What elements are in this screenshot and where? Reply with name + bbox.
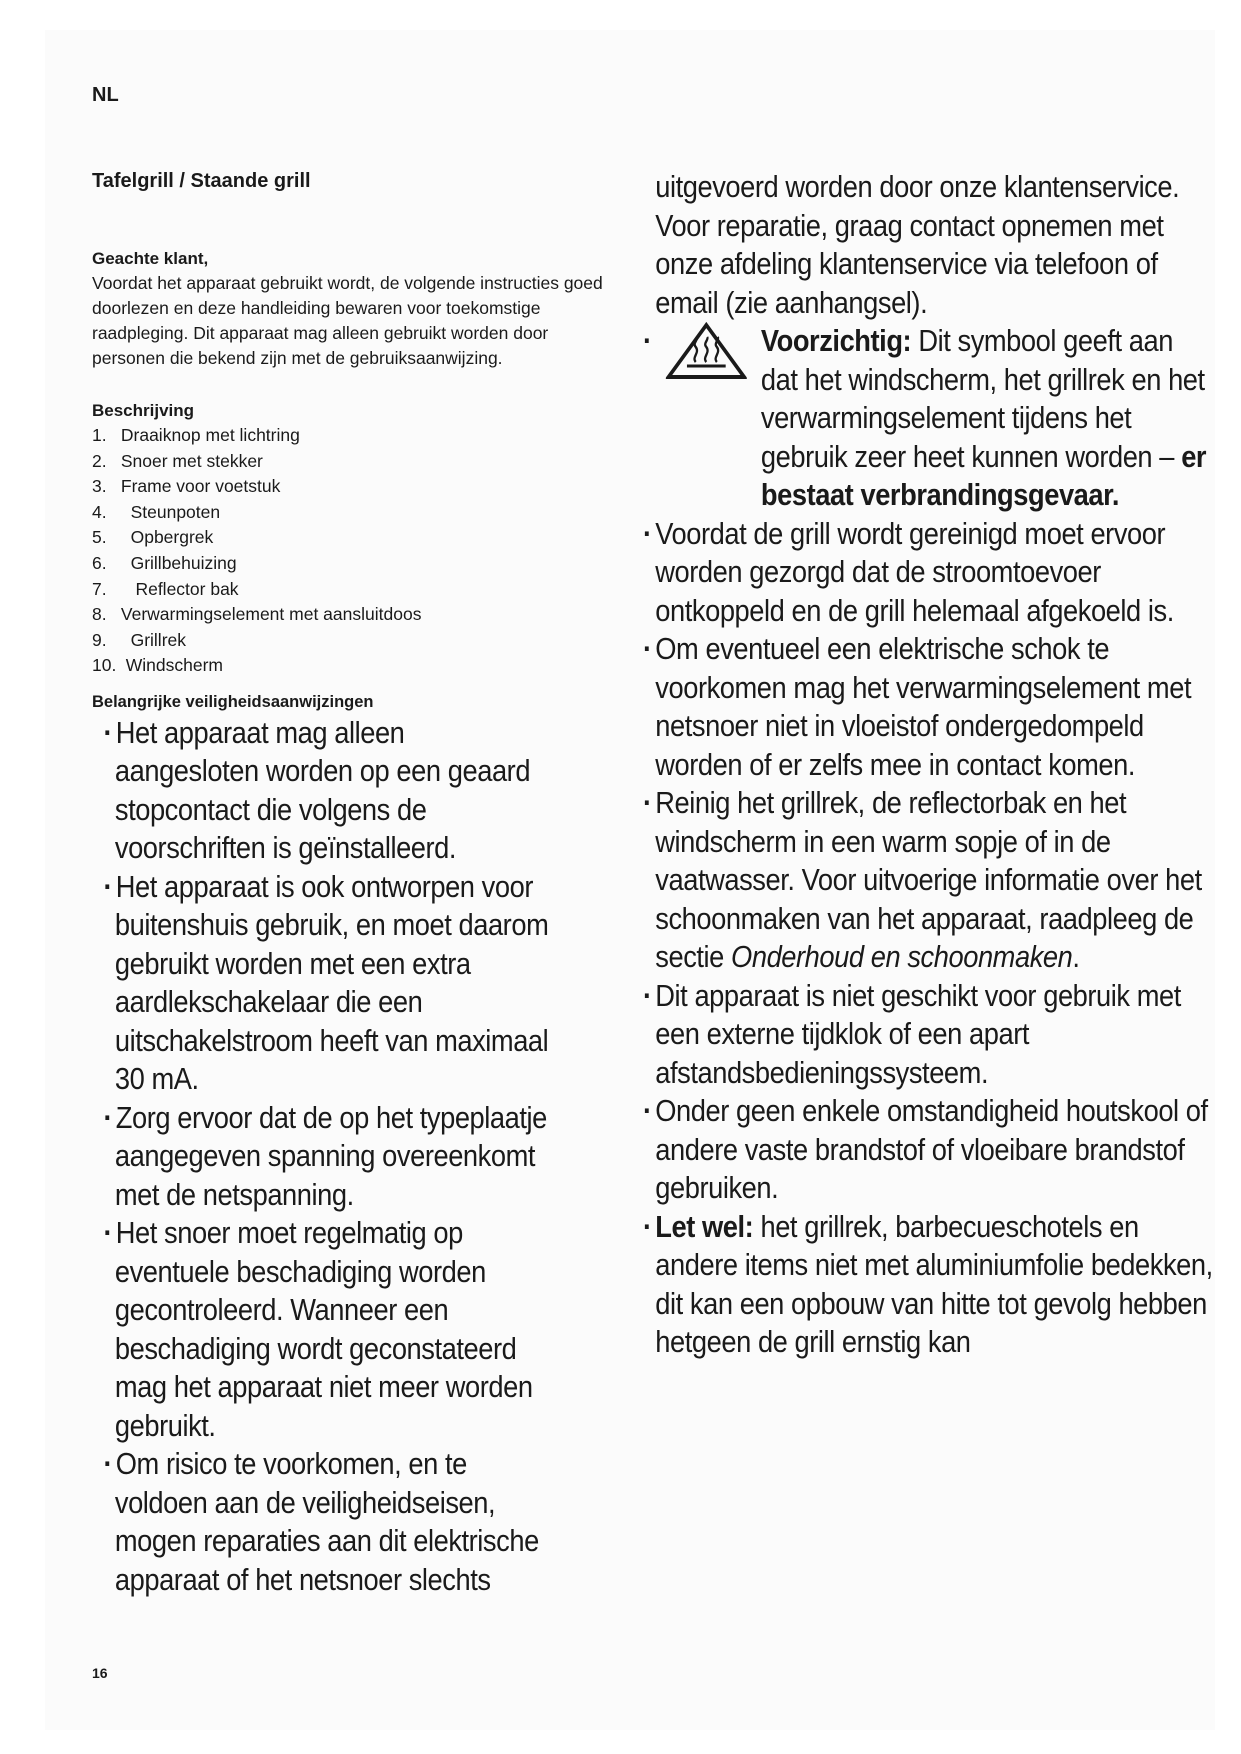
- bullet-dot: ·: [103, 868, 113, 904]
- list-item: 7. Reflector bak: [92, 578, 239, 599]
- bullet-dot: ·: [103, 1215, 113, 1251]
- safety-list-left: [92, 714, 550, 1600]
- description-list: [92, 423, 612, 679]
- safety-item: · Reinig het grillrek, de reflectorbak en het windscherm in een warm sopje of in de vaatwasser. Voor uitvoerige informatie over het schoonmaken van het apparaat, raadpleeg de sectie Onderhoud en schoonmaken.: [642, 785, 1202, 974]
- safety-item: · Het snoer moet regelmatig op eventuele beschadiging worden gecontroleerd. Wanneer een beschadiging wordt geconstateerd mag het apparaat niet meer worden gebruikt.: [103, 1215, 533, 1443]
- language-code: NL: [92, 84, 119, 106]
- safety-item: · Het apparaat mag alleen aangesloten worden op een geaard stopcontact die volgens de voorschriften is geïnstalleerd.: [103, 714, 531, 866]
- caution-label: Voorzichtig:: [760, 323, 912, 358]
- intro-paragraph: Voordat het apparaat gebruikt wordt, de volgende instructies goed doorlezen en deze handleiding bewaren voor toekomstige raadpleging. Dit apparaat mag alleen gebruikt worden door personen die bekend zijn met de gebruiksaanwijzing.: [92, 273, 603, 368]
- safety-item: · Om risico te voorkomen, en te voldoen aan de veiligheidseisen, mogen reparaties aan dit elektrische apparaat of het netsnoer slechts: [103, 1446, 539, 1597]
- safety-item-continuation: uitgevoerd worden door onze klantenservice. Voor reparatie, graag contact opnemen met onze afdeling klantenservice via telefoon of email (zie aanhangsel).: [655, 169, 1180, 320]
- letwel-label: Let wel:: [655, 1208, 754, 1244]
- list-item: 10. Windscherm: [92, 655, 223, 676]
- bullet-dot: ·: [642, 785, 652, 820]
- left-column: [92, 170, 612, 1599]
- bullet-dot: ·: [642, 1208, 652, 1244]
- greeting: Geachte klant,: [92, 249, 209, 268]
- list-item: 5. Opbergrek: [92, 527, 214, 548]
- hot-surface-warning-icon: [666, 322, 747, 380]
- safety-list-right: [642, 168, 1213, 1362]
- bullet-dot: ·: [642, 1093, 652, 1128]
- safety-heading: Belangrijke veiligheidsaanwijzingen: [92, 692, 374, 711]
- caution-item: · Voorzichtig: Dit symbool geeft aan dat het windscherm, het grillrek en het verwarmingselement tijdens het gebruik zeer heet kunnen worden – er bestaat verbrandingsgevaar.: [642, 323, 1207, 512]
- document-title: Tafelgrill / Staande grill: [92, 170, 311, 192]
- safety-item: · Zorg ervoor dat de op het typeplaatje aangegeven spanning overeenkomt met de netspanning.: [103, 1099, 547, 1212]
- safety-item: · Voordat de grill wordt gereinigd moet ervoor worden gezorgd dat de stroomtoevoer ontkoppeld en de grill helemaal afgekoeld is.: [642, 515, 1174, 628]
- bullet-dot: ·: [642, 323, 652, 358]
- list-item: 4. Steunpoten: [92, 501, 221, 522]
- safety-item: · Dit apparaat is niet geschikt voor gebruik met een externe tijdklok of een apart afstandsbedieningssysteem.: [642, 977, 1181, 1090]
- safety-item: · Het apparaat is ook ontworpen voor buitenshuis gebruik, en moet daarom gebruikt worden met een extra aardlekschakelaar die een uitschakelstroom heeft van maximaal 30 mA.: [103, 868, 549, 1097]
- bullet-dot: ·: [642, 515, 652, 551]
- list-item: 9. Grillrek: [92, 629, 187, 650]
- bullet-dot: ·: [103, 1446, 113, 1482]
- safety-item: · Onder geen enkele omstandigheid houtskool of andere vaste brandstof of vloeibare brandstof gebruiken.: [642, 1093, 1208, 1205]
- safety-item: · Om eventueel een elektrische schok te voorkomen mag het verwarmingselement met netsnoer niet in vloeistof ondergedompeld worden of er zelfs mee in contact komen.: [642, 631, 1192, 782]
- right-column: [642, 168, 1213, 1362]
- bullet-dot: ·: [642, 631, 652, 666]
- bullet-dot: ·: [103, 714, 113, 750]
- list-item: 1. Draaiknop met lichtring: [92, 425, 300, 445]
- list-item: 3. Frame voor voetstuk: [92, 476, 281, 497]
- safety-item: · Let wel: het grillrek, barbecueschotels en andere items niet met aluminiumfolie bedekken, dit kan een opbouw van hitte tot gevolg hebben hetgeen de grill ernstig kan: [642, 1208, 1213, 1359]
- bullet-dot: ·: [642, 977, 652, 1013]
- section-reference: Onderhoud en schoonmaken: [731, 939, 1073, 974]
- list-item: 2. Snoer met stekker: [92, 450, 263, 471]
- caution-warning: er bestaat verbrandingsgevaar.: [760, 438, 1207, 512]
- description-heading: Beschrijving: [92, 401, 195, 420]
- bullet-dot: ·: [103, 1099, 113, 1135]
- list-item: 8. Verwarmingselement met aansluitdoos: [92, 604, 422, 625]
- page-number: 16: [92, 1665, 108, 1681]
- list-item: 6. Grillbehuizing: [92, 552, 237, 573]
